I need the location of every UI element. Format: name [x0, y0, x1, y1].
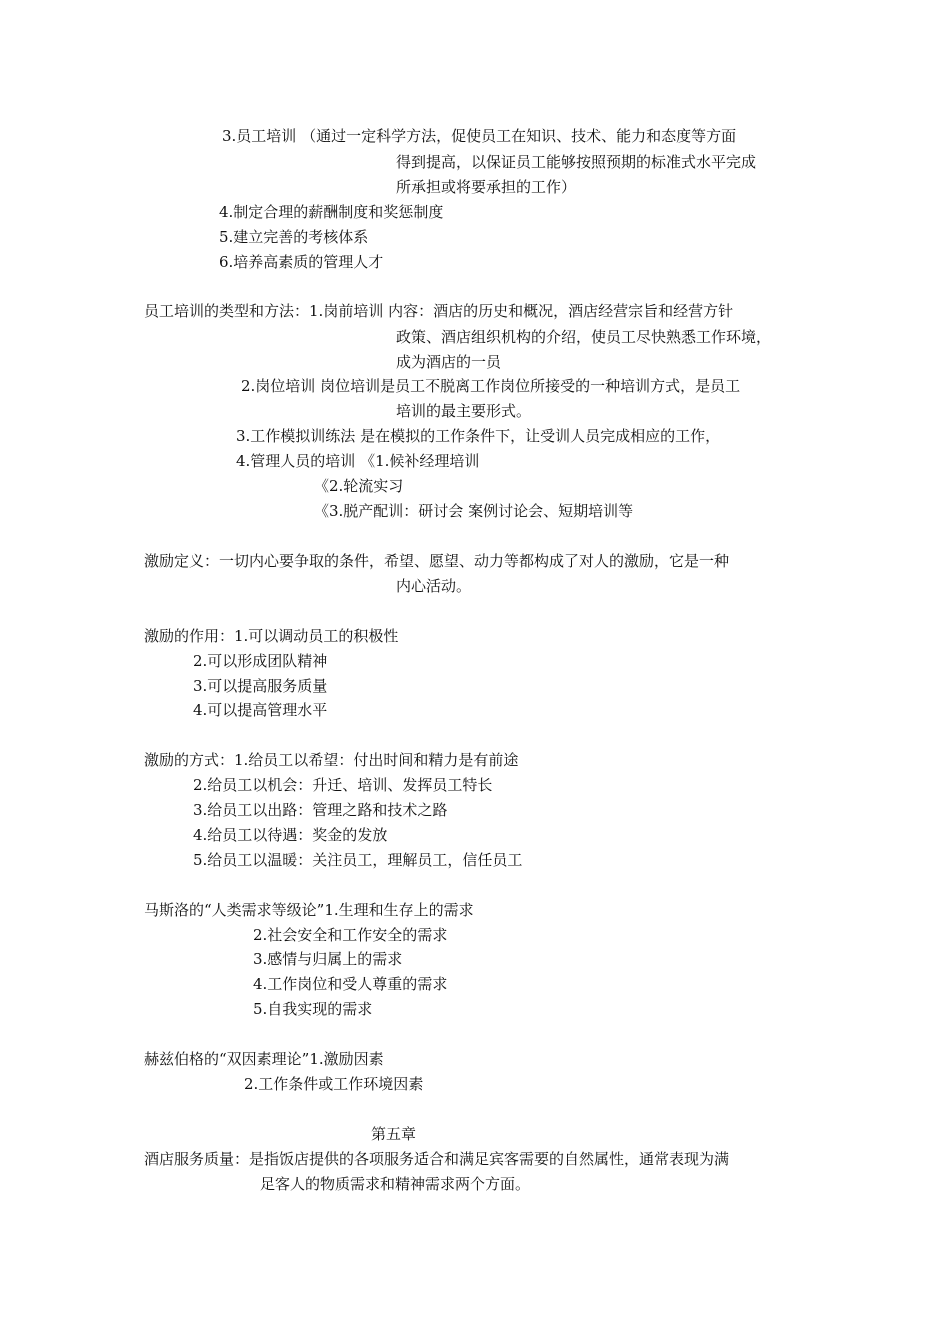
motivation-method-5: 5.给员工以温暖：关注员工，理解员工，信任员工	[193, 851, 523, 869]
maslow-need-3: 3.感情与归属上的需求	[253, 950, 403, 968]
herzberg-factor-2: 2.工作条件或工作环境因素	[244, 1075, 424, 1093]
motivation-role-heading: 激励的作用：1.可以调动员工的积极性	[144, 627, 399, 645]
motivation-definition-cont: 内心活动。	[396, 577, 472, 595]
chapter-title: 第五章	[371, 1125, 417, 1143]
motivation-role-2: 2.可以形成团队精神	[193, 652, 328, 670]
motivation-method-3: 3.给员工以出路：管理之路和技术之路	[193, 801, 448, 819]
maslow-need-4: 4.工作岗位和受人尊重的需求	[253, 975, 448, 993]
training-item-3-cont-1: 得到提高，以保证员工能够按照预期的标准式水平完成	[396, 153, 757, 171]
motivation-role-3: 3.可以提高服务质量	[193, 677, 328, 695]
training-types-cont-2: 成为酒店的一员	[396, 353, 502, 371]
training-item-5: 5.建立完善的考核体系	[219, 228, 369, 246]
maslow-need-5: 5.自我实现的需求	[253, 1000, 373, 1018]
training-item-3: 3.员工培训 （通过一定科学方法，促使员工在知识、技术、能力和态度等方面	[222, 127, 737, 145]
training-item-4: 4.制定合理的薪酬制度和奖惩制度	[219, 203, 444, 221]
service-quality-definition: 酒店服务质量：是指饭店提供的各项服务适合和满足宾客需要的自然属性，通常表现为满	[144, 1150, 730, 1168]
training-type-3: 3.工作模拟训练法 是在模拟的工作条件下，让受训人员完成相应的工作，	[236, 427, 721, 445]
maslow-need-2: 2.社会安全和工作安全的需求	[253, 926, 448, 944]
motivation-method-4: 4.给员工以待遇：奖金的发放	[193, 826, 388, 844]
training-item-6: 6.培养高素质的管理人才	[219, 253, 384, 271]
training-type-4: 4.管理人员的培训 《1.候补经理培训	[236, 452, 480, 470]
herzberg-heading: 赫兹伯格的“双因素理论”1.激励因素	[144, 1050, 384, 1068]
training-type-2-cont: 培训的最主要形式。	[396, 402, 532, 420]
motivation-definition: 激励定义：一切内心要争取的条件，希望、愿望、动力等都构成了对人的激励，它是一种	[144, 552, 730, 570]
service-quality-definition-cont: 足客人的物质需求和精神需求两个方面。	[260, 1175, 531, 1193]
training-types-heading: 员工培训的类型和方法：1.岗前培训 内容：酒店的历史和概况，酒店经营宗旨和经营方针	[144, 302, 734, 320]
motivation-methods-heading: 激励的方式：1.给员工以希望：付出时间和精力是有前途	[144, 751, 519, 769]
motivation-role-4: 4.可以提高管理水平	[193, 701, 328, 719]
training-item-3-cont-2: 所承担或将要承担的工作）	[396, 178, 577, 196]
maslow-heading: 马斯洛的“人类需求等级论”1.生理和生存上的需求	[144, 901, 474, 919]
training-types-cont-1: 政策、酒店组织机构的介绍，使员工尽快熟悉工作环境，	[396, 328, 772, 346]
training-type-4-sub-2: 《2.轮流实习	[314, 477, 404, 495]
training-type-4-sub-3: 《3.脱产配训：研讨会 案例讨论会、短期培训等	[314, 502, 634, 520]
motivation-method-2: 2.给员工以机会：升迁、培训、发挥员工特长	[193, 776, 493, 794]
training-type-2: 2.岗位培训 岗位培训是员工不脱离工作岗位所接受的一种培训方式，是员工	[241, 377, 741, 395]
